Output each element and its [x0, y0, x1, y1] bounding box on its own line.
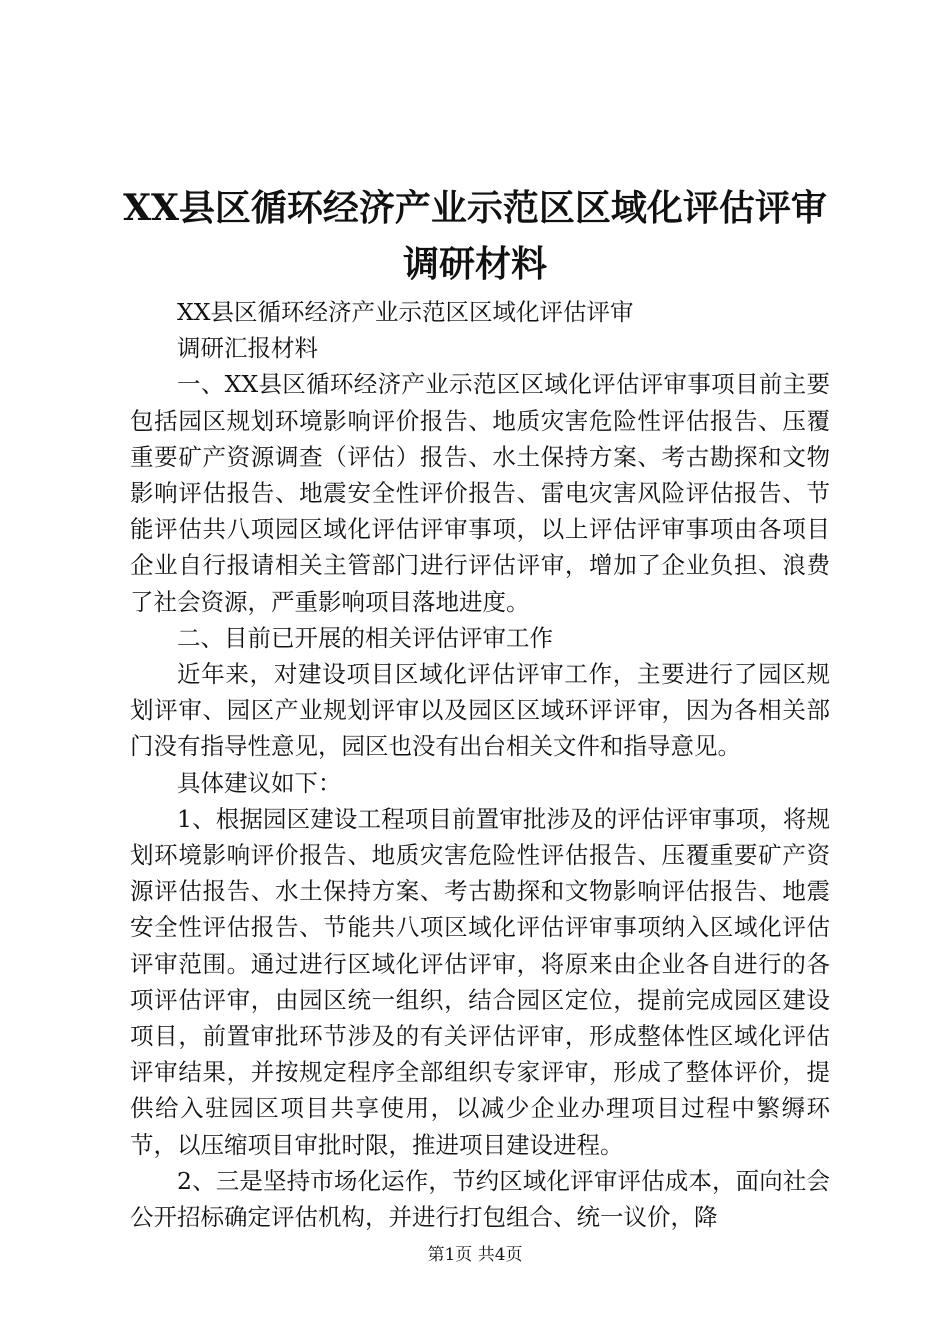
body-paragraph: 近年来，对建设项目区域化评估评审工作，主要进行了园区规划评审、园区产业规划评审以及园区区域环评评审，因为各相关部门没有指导性意见，园区也没有出台相关文件和指导意见。: [130, 660, 830, 761]
body-paragraph: 二、目前已开展的相关评估评审工作: [177, 623, 553, 652]
body-paragraph: 调研汇报材料: [177, 334, 318, 363]
body-paragraph: 1、根据园区建设工程项目前置审批涉及的评估评审事项，将规划环境影响评价报告、地质灾害危险性评估报告、压覆重要矿产资源评估报告、水土保持方案、考古勘探和文物影响评估报告、地震安全性评估报告、节能共八项区域化评估评审事项纳入区域化评估评审范围。通过进行区域化评估评审，将原来由企业各自进行的各项评估评审，由园区统一组织，结合园区定位，提前完成园区建设项目，前置审批环节涉及的有关评估评审，形成整体性区域化评估评审结果，并按规定程序全部组织专家评审，形成了整体评价，提供给入驻园区项目共享使用，以减少企业办理项目过程中繁缛环节，以压缩项目审批时限，推进项目建设进程。: [130, 804, 830, 1159]
document-title-line2: 调研材料: [402, 243, 547, 285]
body-paragraph: 一、XX县区循环经济产业示范区区域化评估评审事项目前主要包括园区规划环境影响评价报告、地质灾害危险性评估报告、压覆重要矿产资源调查（评估）报告、水土保持方案、考古勘探和文物影响评估报告、地震安全性评价报告、雷电灾害风险评估报告、节能评估共八项园区域化评估评审事项，以上评估评审事项由各项目企业自行报请相关主管部门进行评估评审，增加了企业负担、浪费了社会资源，严重影响项目落地进度。: [130, 370, 830, 616]
body-paragraph: XX县区循环经济产业示范区区域化评估评审: [177, 298, 634, 326]
document-body: [130, 294, 830, 1235]
body-paragraph: 具体建议如下：: [177, 768, 342, 797]
page-number-footer: 第1页 共4页: [427, 1245, 523, 1265]
document-title-line1: XX县区循环经济产业示范区区域化评估评审: [123, 187, 827, 229]
body-paragraph: 2、三是坚持市场化运作，节约区域化评审评估成本，面向社会公开招标确定评估机构，并进行打包组合、统一议价，降: [130, 1166, 830, 1232]
